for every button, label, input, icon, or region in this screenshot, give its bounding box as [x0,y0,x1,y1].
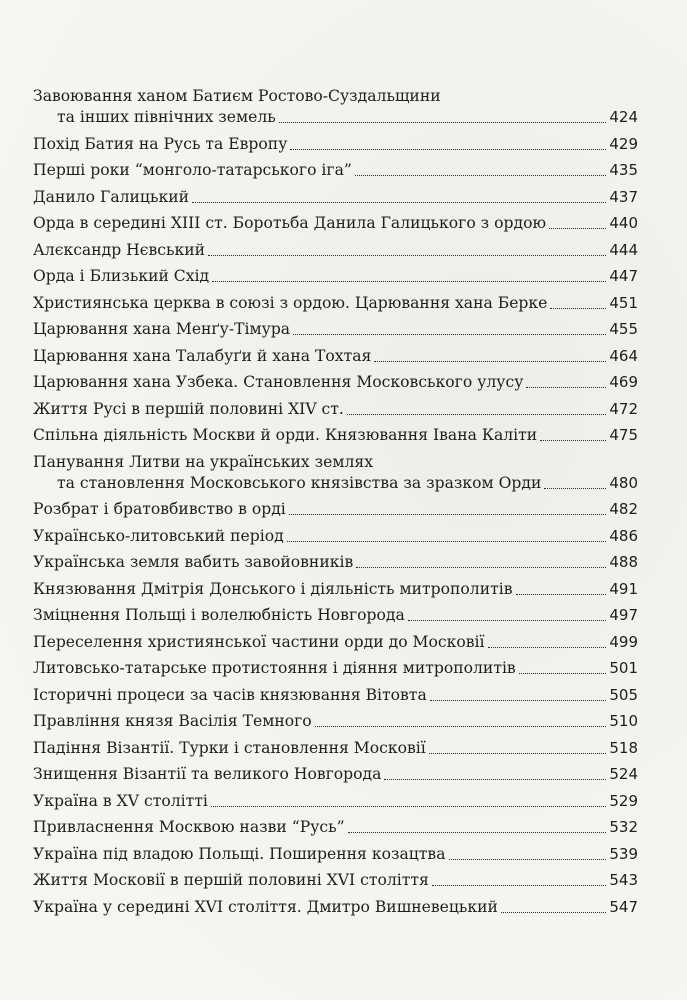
toc-page-number: 510 [609,712,638,730]
toc-page-number: 501 [609,659,638,677]
toc-entry-title: Завоювання ханом Батиєм Ростово-Суздальщини [33,87,441,105]
toc-page-number: 505 [609,685,638,704]
toc-entry [33,552,638,573]
dot-leader [293,334,606,335]
toc-entry [33,499,638,520]
toc-page-number: 451 [609,293,638,312]
toc-entry [33,632,638,653]
dot-leader [430,700,606,701]
dot-leader [432,885,606,886]
dot-leader [501,912,606,913]
toc-page-number: 469 [609,373,638,391]
toc-entry-title: Падіння Візантії. Турки і становлення Московії [33,738,426,757]
toc-entry-title: Життя Московії в першій половині XVI століття [33,871,429,889]
dot-leader [374,361,606,362]
toc-entry [33,685,638,706]
dot-leader [549,228,606,229]
toc-page-number: 472 [609,399,638,418]
toc-entry [33,870,638,891]
toc-entry [33,346,638,367]
dot-leader [211,806,606,807]
toc-entry-title: Литовсько-татарське протистояння і діяння митрополитів [33,659,516,677]
dot-leader [540,440,606,441]
toc-page-number: 491 [609,579,638,598]
dot-leader [289,514,606,515]
toc-entry [33,738,638,759]
dot-leader [449,859,607,860]
dot-leader [287,541,606,542]
toc-page-number: 488 [609,553,638,571]
toc-entry-title: Українсько-литовський період [33,526,284,545]
toc-entry [33,764,638,785]
toc-entry-title: Зміцнення Польщі і волелюбність Новгорода [33,606,405,624]
toc-entry [33,844,638,865]
toc-entry-title: Похід Батия на Русь та Европу [33,134,288,153]
table-of-contents [33,86,638,923]
dot-leader [408,620,606,621]
toc-entry-title: Привласнення Москвою назви “Русь” [33,818,345,836]
toc-page-number: 482 [609,500,638,518]
toc-entry [33,399,638,420]
toc-entry [33,213,638,234]
toc-page-number: 543 [609,871,638,889]
toc-entry-title: та становлення Московського князівства за зразком Орди [57,473,542,492]
dot-leader [279,122,606,123]
toc-page-number: 518 [609,738,638,757]
toc-page-number: 539 [609,844,638,863]
dot-leader [516,594,606,595]
toc-entry-title: Алєксандр Нєвський [33,240,206,259]
dot-leader [192,202,606,203]
toc-entry-title: та інших північних земель [57,108,276,126]
toc-entry [33,240,638,261]
toc-page-number: 480 [609,473,638,492]
toc-entry [33,319,638,340]
toc-entry [33,791,638,812]
toc-page-number: 532 [609,818,638,836]
toc-entry [33,658,638,679]
toc-entry-title: Україна в XV столітті [33,791,208,810]
toc-entry [33,160,638,181]
dot-leader [212,281,606,282]
toc-entry-title: Перші роки “монголо-татарського іга” [33,161,352,179]
toc-entry [33,711,638,732]
dot-leader [208,255,606,256]
toc-entry-title: Данило Галицький [33,187,189,206]
dot-leader [356,567,606,568]
toc-entry [33,605,638,626]
toc-page-number: 429 [609,134,638,153]
toc-page-number: 486 [609,526,638,545]
toc-page-number: 475 [609,426,638,444]
toc-page-number: 524 [609,765,638,783]
toc-page-number: 444 [609,240,638,259]
dot-leader [348,832,606,833]
dot-leader [429,753,606,754]
toc-entry-title: Царювання хана Узбека. Становлення Московського улусу [33,373,524,391]
toc-entry-title: Переселення християнської частини орди до Московії [33,632,485,651]
toc-page-number: 499 [609,632,638,651]
toc-entry [33,293,638,314]
dot-leader [347,414,606,415]
toc-entry-title: Панування Литви на українських землях [33,452,374,471]
toc-page-number: 437 [609,187,638,206]
toc-page-number: 529 [609,791,638,810]
toc-entry-title: Українська земля вабить завойовників [33,553,354,571]
toc-entry-title: Царювання хана Менґу-Тімура [33,320,291,338]
toc-entry-title: Україна під владою Польщі. Поширення козацтва [33,844,446,863]
toc-entry-title: Знищення Візантії та великого Новгорода [33,765,382,783]
toc-entry [33,452,638,494]
toc-page-number: 435 [609,161,638,179]
dot-leader [315,726,606,727]
toc-entry-title: Україна у середині XVI століття. Дмитро Вишневецький [33,897,498,916]
toc-page-number: 464 [609,346,638,365]
toc-page-number: 455 [609,320,638,338]
toc-entry [33,86,638,128]
toc-entry [33,134,638,155]
toc-entry-title: Християнська церква в союзі з ордою. Царювання хана Берке [33,293,548,312]
toc-entry-title: Князювання Дмітрія Донського і діяльність митрополитів [33,579,513,598]
toc-entry-title: Спільна діяльність Москви й орди. Князювання Івана Каліти [33,426,538,444]
dot-leader [488,647,606,648]
toc-page-number: 447 [609,267,638,285]
toc-entry-title: Орда і Близький Схід [33,267,210,285]
toc-page-number: 424 [609,108,638,126]
toc-entry [33,817,638,838]
dot-leader [519,673,606,674]
toc-entry-title: Орда в середині XIII ст. Боротьба Данила Галицького з ордою [33,214,547,232]
dot-leader [290,149,606,150]
toc-entry-title: Історичні процеси за часів князювання Вітовта [33,685,427,704]
toc-entry [33,187,638,208]
dot-leader [550,308,606,309]
toc-entry-title: Життя Русі в першій половині XIV ст. [33,399,344,418]
dot-leader [384,779,606,780]
toc-page-number: 440 [609,214,638,232]
toc-entry-title: Царювання хана Талабуґи й хана Тохтая [33,346,372,365]
dot-leader [544,488,606,489]
toc-entry [33,372,638,393]
toc-entry [33,425,638,446]
toc-page-number: 547 [609,897,638,916]
dot-leader [526,387,606,388]
toc-entry [33,526,638,547]
toc-page-number: 497 [609,606,638,624]
toc-entry [33,897,638,918]
toc-entry-title: Розбрат і братовбивство в орді [33,500,286,518]
toc-entry [33,579,638,600]
toc-entry-title: Правління князя Васілія Темного [33,712,312,730]
dot-leader [355,175,606,176]
toc-entry [33,266,638,287]
